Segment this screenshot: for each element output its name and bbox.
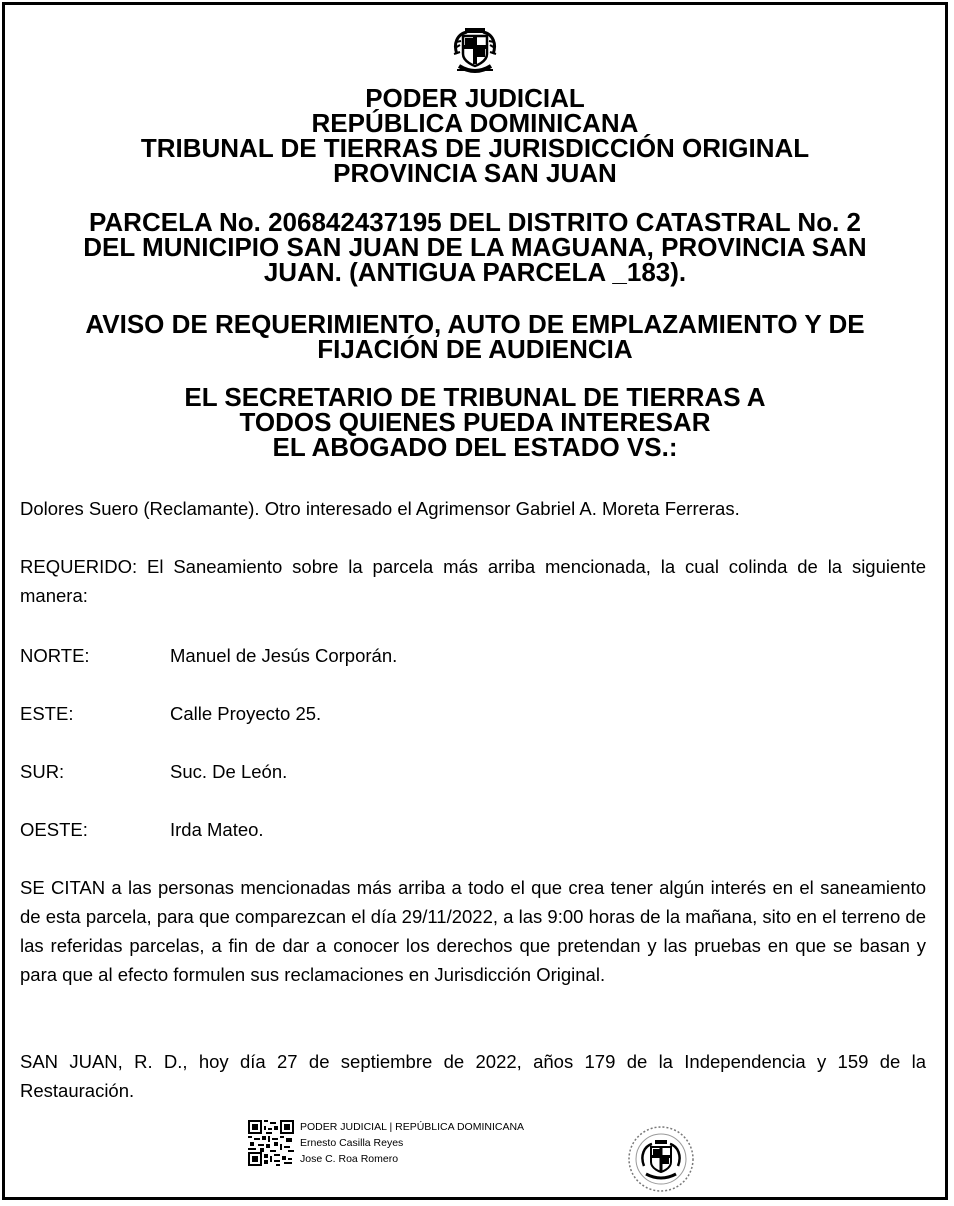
intro-paragraph: Dolores Suero (Reclamante). Otro interesado el Agrimensor Gabriel A. Moreta Ferreras. — [20, 498, 740, 519]
boundary-label: ESTE: — [20, 703, 74, 724]
boundary-value: Manuel de Jesús Corporán. — [170, 645, 398, 666]
addressee-line: EL ABOGADO DEL ESTADO VS.: — [272, 432, 678, 462]
boundary-row — [20, 641, 397, 670]
boundary-label: NORTE: — [20, 645, 90, 666]
header-line: PROVINCIA SAN JUAN — [333, 158, 617, 188]
requerido-paragraph: REQUERIDO: El Saneamiento sobre la parcela más arriba mencionada, la cual colinda de la siguiente manera: — [20, 556, 926, 606]
boundary-value: Irda Mateo. — [170, 819, 264, 840]
boundary-label: SUR: — [20, 761, 65, 782]
boundary-row — [20, 699, 321, 728]
signature-line: Jose C. Roa Romero — [300, 1153, 399, 1165]
qr-code-icon — [248, 1120, 294, 1166]
notice-line: FIJACIÓN DE AUDIENCIA — [317, 334, 633, 364]
addressee-line: TODOS QUIENES PUEDA INTERESAR — [239, 407, 711, 437]
boundary-row — [20, 815, 264, 844]
boundary-value: Suc. De León. — [170, 761, 288, 782]
closing-paragraph: SAN JUAN, R. D., hoy día 27 de septiembre de 2022, años 179 de la Independencia y 159 de la Restauración. — [20, 1051, 926, 1101]
boundary-label: OESTE: — [20, 819, 88, 840]
signature-line: Ernesto Casilla Reyes — [300, 1137, 404, 1149]
parcel-line: DEL MUNICIPIO SAN JUAN DE LA MAGUANA, PROVINCIA SAN — [83, 232, 867, 262]
boundary-row — [20, 757, 287, 786]
citation-paragraph: SE CITAN a las personas mencionadas más arriba a todo el que crea tener algún interés en el saneamiento de esta parcela, para que comparezcan el día 29/11/2022, a las 9:00 horas de la mañana, sito en el terreno de las referidas parcelas, a fin de dar a conocer los derechos que pretendan y las pruebas en que se basan y para que al efecto formulen sus reclamaciones en Jurisdicción Original. — [20, 877, 926, 985]
notice-line: AVISO DE REQUERIMIENTO, AUTO DE EMPLAZAMIENTO Y DE — [85, 309, 865, 339]
header-line: TRIBUNAL DE TIERRAS DE JURISDICCIÓN ORIGINAL — [140, 133, 810, 163]
parcel-line: PARCELA No. 206842437195 DEL DISTRITO CATASTRAL No. 2 — [88, 207, 861, 237]
court-seal-icon — [626, 1124, 696, 1194]
parcel-line: JUAN. (ANTIGUA PARCELA _183). — [263, 257, 687, 287]
parcel-title — [20, 207, 930, 287]
boundary-value: Calle Proyecto 25. — [170, 703, 322, 724]
notice-title — [20, 309, 930, 364]
coat-of-arms-icon — [449, 24, 501, 76]
header-line: REPÚBLICA DOMINICANA — [311, 108, 639, 138]
addressee-block — [20, 382, 930, 462]
court-header — [20, 83, 930, 188]
digital-signature-block — [300, 1119, 524, 1167]
signature-line: PODER JUDICIAL | REPÚBLICA DOMINICANA — [300, 1121, 525, 1133]
header-line: PODER JUDICIAL — [365, 83, 585, 113]
addressee-line: EL SECRETARIO DE TRIBUNAL DE TIERRAS A — [184, 382, 766, 412]
